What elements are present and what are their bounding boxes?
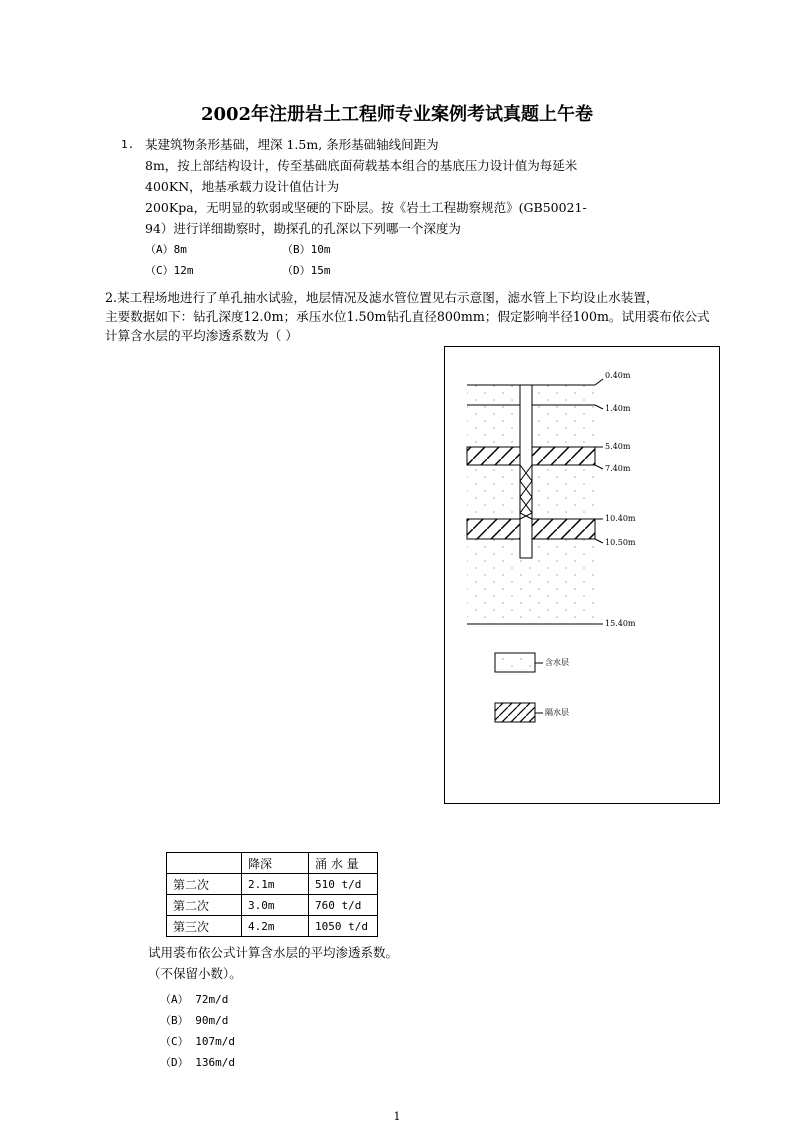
table-row [167,874,378,895]
q1-number: 1. [121,138,135,151]
q1-option-d: （D）15m [282,264,331,277]
q2-option-c: （C） 107m/d [160,1035,235,1048]
stratigraphy-diagram [444,346,720,804]
q2-after-line: （不保留小数）。 [148,966,242,981]
table-header-cell [167,853,242,874]
depth-label: 10.40m [605,514,636,523]
table-cell: 第二次 [167,895,242,916]
q2-line: 2.某工程场地进行了单孔抽水试验，地层情况及滤水管位置见右示意图，滤水管上下均设止水装置， [105,290,659,305]
depth-label: 7.40m [605,464,631,473]
table-header-cell: 涌 水 量 [309,853,378,874]
table-cell: 760 t/d [309,895,378,916]
q1-line: 94）进行详细勘察时，勘探孔的孔深以下列哪一个深度为 [145,221,461,236]
depth-label: 10.50m [605,538,636,547]
legend-aquiclude-swatch [495,703,535,722]
table-cell: 510 t/d [309,874,378,895]
page-title: 2002年注册岩土工程师专业案例考试真题上午卷 [200,104,594,125]
borehole-casing [520,385,532,558]
depth-label: 15.40m [605,619,636,628]
q2-line: 计算含水层的平均渗透系数为（ ） [105,328,298,343]
q1-line: 200Kpa，无明显的软弱或坚硬的下卧层。按《岩土工程勘察规范》(GB50021- [145,200,587,215]
q1-line: 400KN，地基承载力设计值估计为 [145,179,340,194]
q2-line: 主要数据如下：钻孔深度12.0m；承压水位1.50m钻孔直径800mm；假定影响半径100m。试用裘布依公式 [105,309,710,324]
table-header-cell: 降深 [242,853,309,874]
depth-label: 1.40m [605,404,631,413]
stratigraphy-drawing [445,347,721,805]
legend-aquiclude-label: 隔水层 [545,708,569,717]
legend-aquifer-swatch [495,653,535,672]
table-cell: 1050 t/d [309,916,378,937]
q1-option-b: （B）10m [282,243,331,256]
table-cell: 第二次 [167,874,242,895]
q1-line: 8m，按上部结构设计，传至基础底面荷载基本组合的基底压力设计值为每延米 [145,158,578,173]
q2-after-line: 试用裘布依公式计算含水层的平均渗透系数。 [148,945,399,960]
table-cell: 4.2m [242,916,309,937]
depth-label: 5.40m [605,442,631,451]
q1-option-c: （C）12m [145,264,194,277]
legend-leaders [535,663,543,713]
page-number: 1 [393,1110,401,1123]
depth-leaders [595,379,603,624]
table-row [167,895,378,916]
q1-line: 某建筑物条形基础，埋深 1.5m, 条形基础轴线间距为 [145,137,439,152]
q1-option-a: （A）8m [145,243,187,256]
pumping-test-table [166,852,378,937]
table-cell: 3.0m [242,895,309,916]
table-cell: 2.1m [242,874,309,895]
table-cell: 第三次 [167,916,242,937]
q2-option-a: （A） 72m/d [160,993,229,1006]
table-row [167,916,378,937]
q2-option-d: （D） 136m/d [160,1056,235,1069]
q2-option-b: （B） 90m/d [160,1014,229,1027]
legend-aquifer-label: 含水层 [545,658,569,667]
table-header-row [167,853,378,874]
depth-label: 0.40m [605,371,631,380]
